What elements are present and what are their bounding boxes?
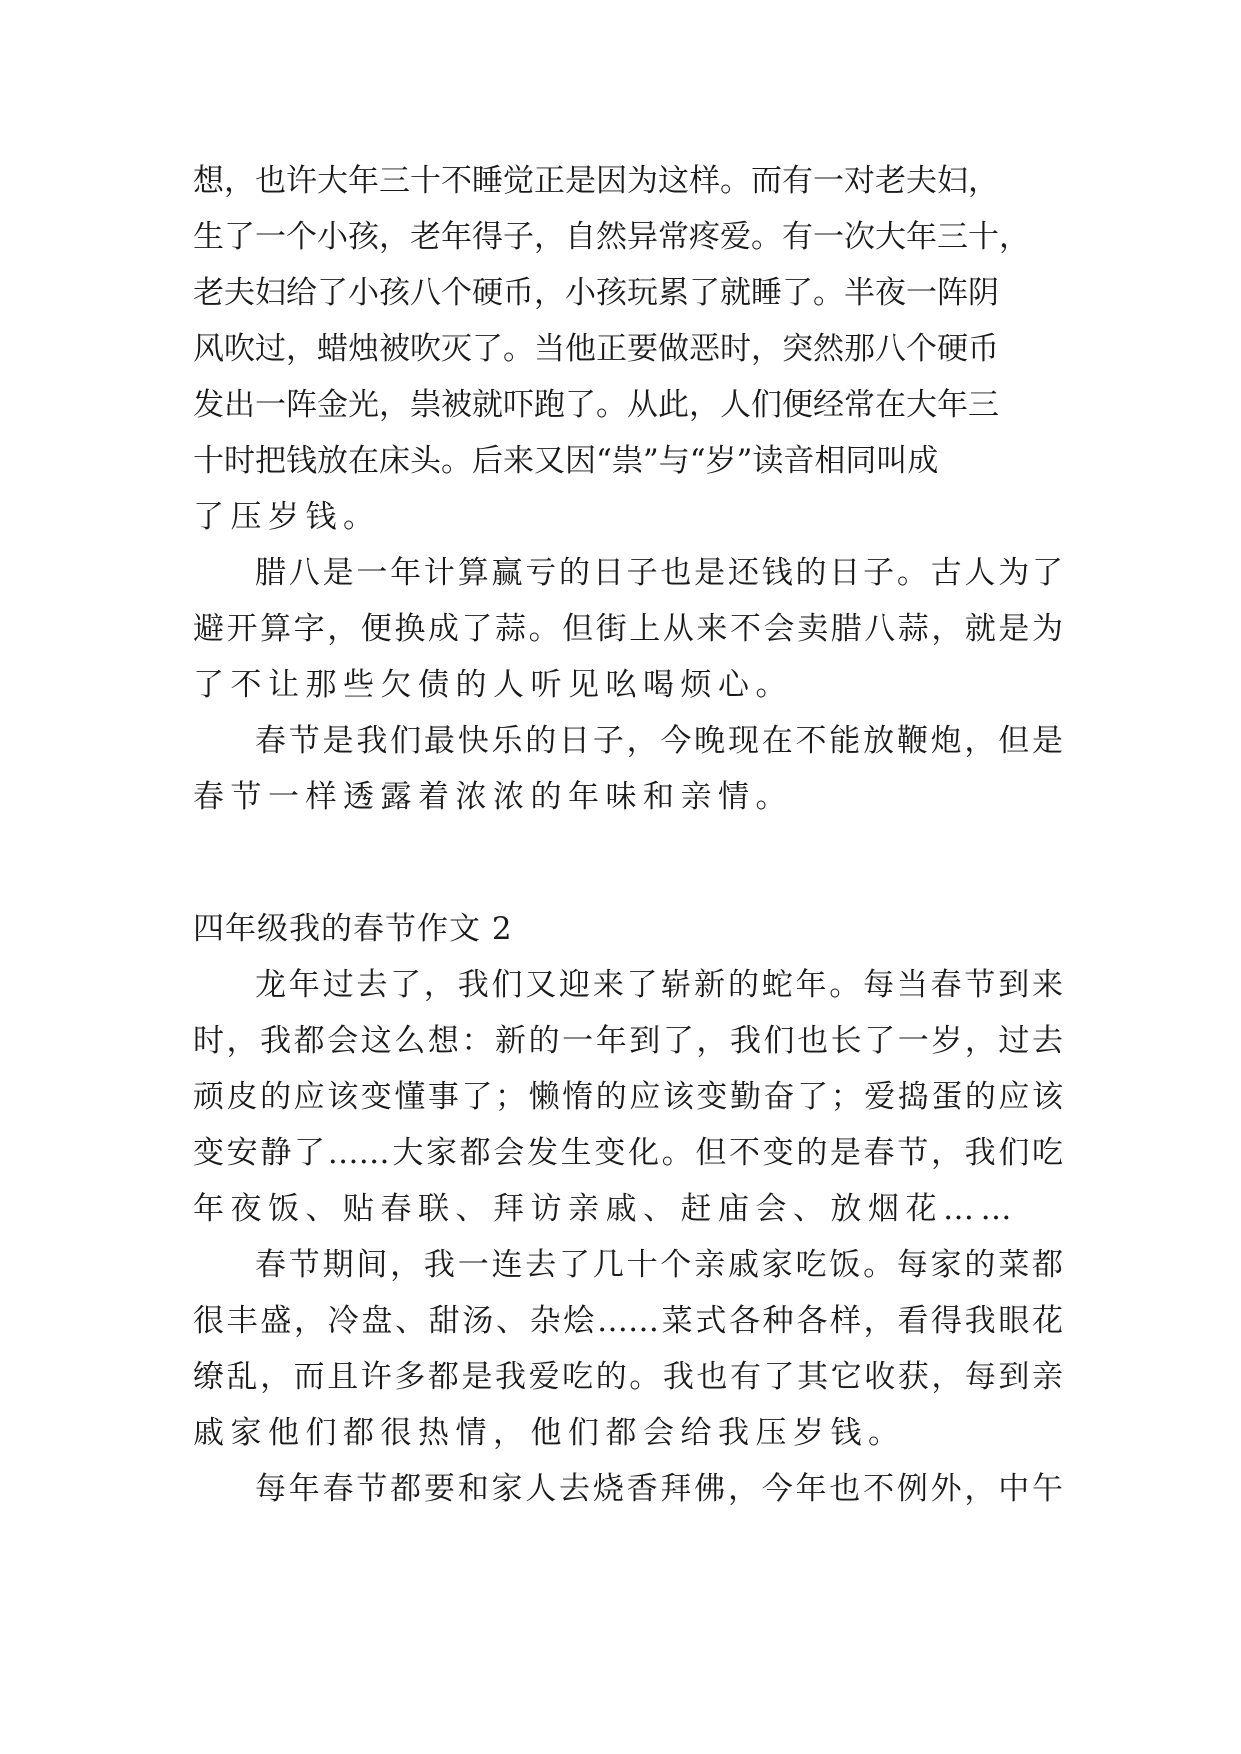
section-heading: 四年级我的春节作文 2 (193, 911, 513, 947)
text-line: 春节是我们最快乐的日子，今晚现在不能放鞭炮，但是 (255, 723, 1063, 759)
text-line: 缭乱，而且许多都是我爱吃的。我也有了其它收获，每到亲 (193, 1359, 1063, 1395)
text-line: 十时把钱放在床头。后来又因“祟”与“岁”读音相同叫成 (193, 443, 939, 479)
text-line: 龙年过去了，我们又迎来了崭新的蛇年。每当春节到来 (255, 967, 1063, 1003)
text-line: 变安静了……大家都会发生变化。但不变的是春节，我们吃 (193, 1135, 1063, 1171)
text-line: 避开算字，便换成了蒜。但街上从来不会卖腊八蒜，就是为 (193, 611, 1063, 647)
text-line: 春节期间，我一连去了几十个亲戚家吃饭。每家的菜都 (255, 1247, 1063, 1283)
text-line: 年夜饭、贴春联、拜访亲戚、赶庙会、放烟花…… (193, 1191, 1018, 1227)
text-line: 了不让那些欠债的人听见吆喝烦心。 (193, 667, 793, 703)
text-line: 生了一个小孩，老年得子，自然异常疼爱。有一次大年三十， (193, 219, 1030, 255)
text-line: 了压岁钱。 (193, 499, 381, 535)
text-line: 风吹过，蜡烛被吹灭了。当他正要做恶时，突然那八个硬币 (193, 331, 999, 367)
text-line: 每年春节都要和家人去烧香拜佛，今年也不例外，中午 (255, 1471, 1063, 1507)
text-line: 发出一阵金光，祟被就吓跑了。从此，人们便经常在大年三 (193, 387, 999, 423)
text-line: 时，我都会这么想：新的一年到了，我们也长了一岁，过去 (193, 1023, 1063, 1059)
text-line: 老夫妇给了小孩八个硬币，小孩玩累了就睡了。半夜一阵阴 (193, 275, 999, 311)
text-line: 腊八是一年计算赢亏的日子也是还钱的日子。古人为了 (255, 555, 1063, 591)
text-line: 顽皮的应该变懂事了；懒惰的应该变勤奋了；爱捣蛋的应该 (193, 1079, 1063, 1115)
text-line: 想，也许大年三十不睡觉正是因为这样。而有一对老夫妇， (193, 163, 999, 199)
text-line: 很丰盛，冷盘、甜汤、杂烩……菜式各种各样，看得我眼花 (193, 1303, 1063, 1339)
text-line: 春节一样透露着浓浓的年味和亲情。 (193, 779, 793, 815)
text-line: 戚家他们都很热情，他们都会给我压岁钱。 (193, 1415, 906, 1451)
